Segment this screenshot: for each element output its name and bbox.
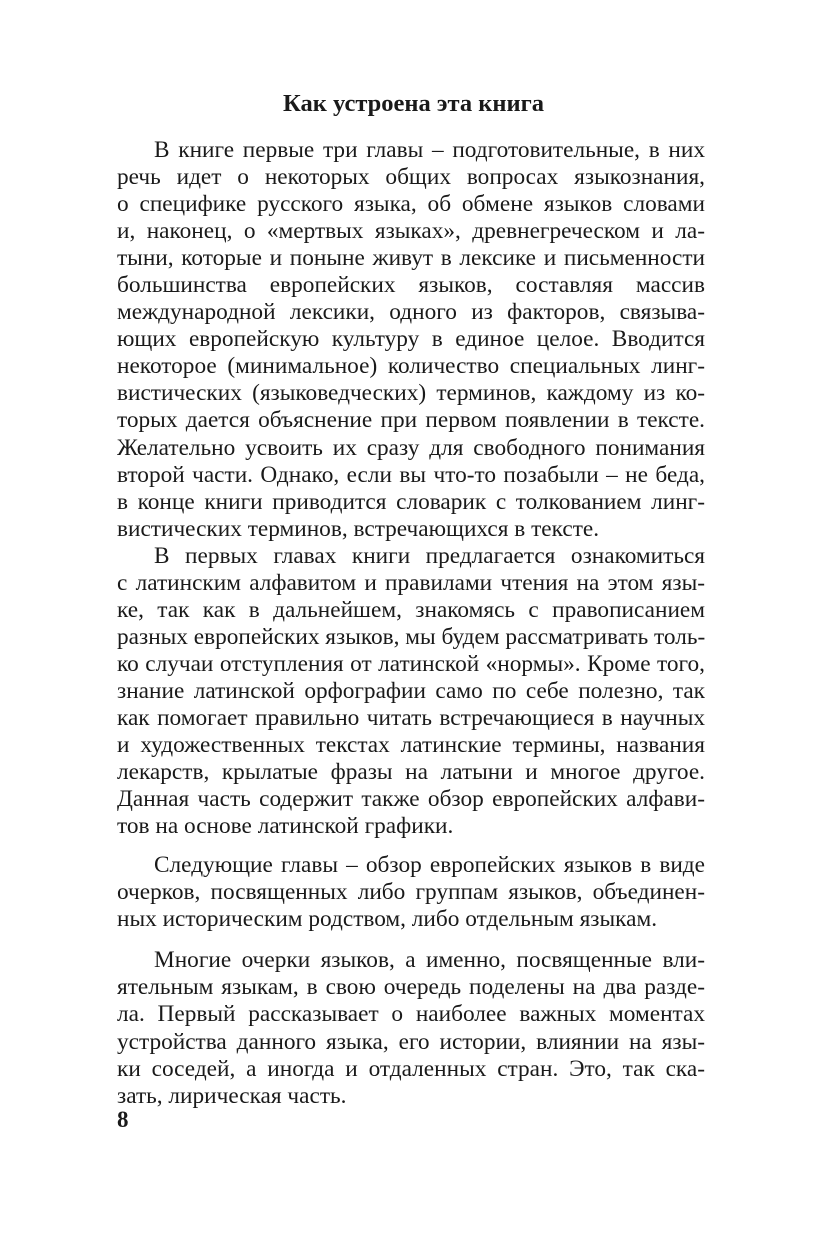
text-line: Многие очерки языков, а именно, посвященные вли- xyxy=(154,947,705,974)
text-line: и, наконец, о «мертвых языках», древнегреческом и ла- xyxy=(117,218,705,245)
text-line: некоторое (минимальное) количество специальных линг- xyxy=(117,353,705,380)
paragraph-3 xyxy=(117,852,705,933)
body-text xyxy=(117,137,705,1110)
text-line: ных историческим родством, либо отдельным языкам. xyxy=(117,906,658,933)
chapter-heading: Как устроена эта книга xyxy=(283,90,544,117)
text-line: ки соседей, а иногда и отдаленных стран. Это, так ска- xyxy=(117,1055,705,1082)
text-line: и художественных текстах латинские термины, названия xyxy=(117,732,705,759)
text-line: Данная часть содержит также обзор европейских алфави- xyxy=(117,786,705,813)
text-line: ла. Первый рассказывает о наиболее важных моментах xyxy=(117,1001,705,1028)
text-line: ке, так как в дальнейшем, знакомясь с правописанием xyxy=(117,596,705,623)
text-line: В первых главах книги предлагается ознакомиться xyxy=(154,542,705,569)
text-line: В книге первые три главы – подготовительные, в них xyxy=(154,137,705,163)
text-line: большинства европейских языков, составляя массив xyxy=(117,272,705,299)
text-line: ятельным языкам, в свою очередь поделены на два разде- xyxy=(117,974,705,1001)
text-line: разных европейских языков, мы будем рассматривать толь- xyxy=(117,623,706,650)
text-line: Желательно усвоить их сразу для свободного понимания xyxy=(117,434,705,461)
text-line: речь идет о некоторых общих вопросах языкознания, xyxy=(117,164,705,191)
text-line: тыни, которые и поныне живут в лексике и письменности xyxy=(117,245,705,272)
text-line: второй части. Однако, если вы что-то позабыли – не беда, xyxy=(117,461,705,488)
text-line: зать, лирическая часть. xyxy=(117,1082,347,1109)
text-line: международной лексики, одного из факторов, связыва- xyxy=(117,299,705,326)
text-line: в конце книги приводится словарик с толкованием линг- xyxy=(117,488,705,515)
paragraph-1 xyxy=(117,137,705,543)
paragraph-2 xyxy=(117,543,705,841)
text-line: устройства данного языка, его истории, влиянии на язы- xyxy=(117,1028,705,1055)
paragraph-4 xyxy=(117,947,705,1109)
text-line: торых дается объяснение при первом появлении в тексте. xyxy=(117,407,705,434)
page-number: 8 xyxy=(117,1107,129,1132)
text-line: как помогает правильно читать встречающиеся в научных xyxy=(117,704,705,731)
text-line: тов на основе латинской графики. xyxy=(117,813,454,840)
text-line: очерков, посвященных либо группам языков, объединен- xyxy=(117,879,705,906)
text-line: лекарств, крылатые фразы на латыни и многое другое. xyxy=(117,759,705,786)
text-line: ющих европейскую культуру в единое целое. Вводится xyxy=(117,326,705,353)
text-line: знание латинской орфографии само по себе полезно, так xyxy=(117,677,705,704)
text-line: с латинским алфавитом и правилами чтения на этом язы- xyxy=(117,569,705,596)
text-line: о специфике русского языка, об обмене языков словами xyxy=(117,191,705,218)
text-line: вистических (языковедческих) терминов, каждому из ко- xyxy=(117,380,705,407)
text-line: ко случаи отступления от латинской «нормы». Кроме того, xyxy=(117,650,705,677)
text-line: вистических терминов, встречающихся в тексте. xyxy=(117,515,600,542)
text-line: Следующие главы – обзор европейских языков в виде xyxy=(154,852,705,879)
